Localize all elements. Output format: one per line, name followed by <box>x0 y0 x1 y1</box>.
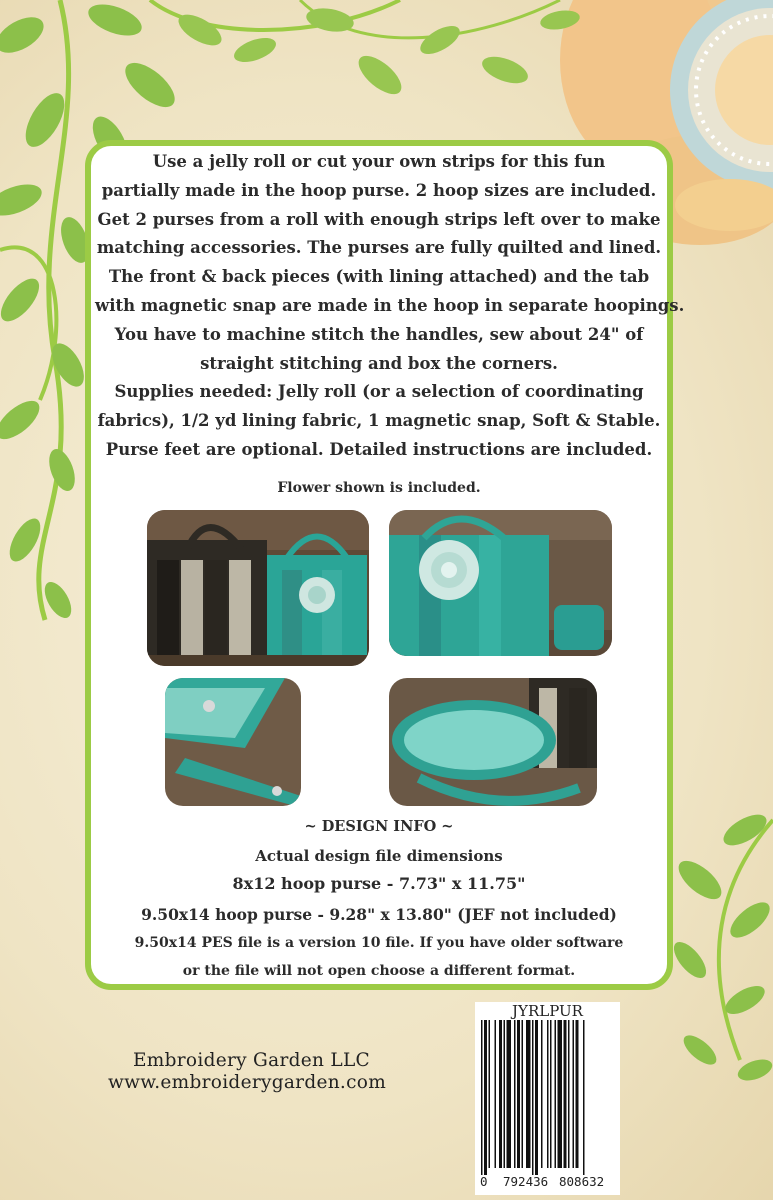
barcode-bar <box>484 1020 487 1175</box>
sku-label: JYRLPUR <box>512 1002 583 1020</box>
barcode-bar <box>504 1020 506 1168</box>
vine-bottom-right-illustration <box>668 808 773 1084</box>
design-info-subheading: Actual design file dimensions <box>255 847 503 865</box>
barcode-bar <box>550 1020 552 1168</box>
description-line: Get 2 purses from a roll with enough strips left over to make <box>97 209 661 229</box>
size-8x12: 8x12 hoop purse - 7.73" x 11.75" <box>232 874 526 893</box>
barcode-bar <box>522 1020 524 1168</box>
description-line: Use a jelly roll or cut your own strips for this fun <box>152 152 606 171</box>
barcode-bar <box>568 1020 570 1168</box>
barcode-bars <box>475 1020 620 1175</box>
description-line: with magnetic snap are made in the hoop in separate hoopings. <box>95 295 685 315</box>
barcode-bar <box>517 1020 520 1168</box>
barcode-bar <box>558 1020 563 1168</box>
barcode-bar <box>495 1020 497 1168</box>
barcode-bar <box>535 1020 538 1175</box>
barcode-bar <box>547 1020 549 1168</box>
description-line: Supplies needed: Jelly roll (or a selection of coordinating <box>114 382 644 402</box>
description-line: straight stitching and box the corners. <box>200 353 558 373</box>
description-line: The front & back pieces (with lining attached) and the tab <box>108 267 650 287</box>
photo-two-purses <box>147 510 369 666</box>
barcode-bar <box>541 1020 543 1168</box>
vine-top-illustration <box>150 0 581 101</box>
pes-version-note-line1: 9.50x14 PES file is a version 10 file. If you have older software <box>134 935 624 951</box>
photo-magnetic-snap-tab <box>165 678 301 806</box>
company-name: Embroidery Garden LLC <box>133 1050 371 1071</box>
photo-teal-purse-flower <box>389 510 612 656</box>
barcode-bar <box>573 1020 575 1168</box>
upc-digits-right: 808632 <box>559 1174 605 1189</box>
barcode-bar <box>507 1020 512 1168</box>
barcode-bar <box>499 1020 502 1168</box>
barcode-bar <box>526 1020 531 1168</box>
description-line: You have to machine stitch the handles, sew about 24" of <box>114 324 644 344</box>
barcode-bar <box>481 1020 483 1175</box>
barcode-bar <box>583 1020 585 1175</box>
barcode-bar <box>564 1020 567 1168</box>
barcode-bar <box>532 1020 534 1175</box>
description-line: Purse feet are optional. Detailed instructions are included. <box>105 439 653 459</box>
design-info-heading: ~ DESIGN INFO ~ <box>304 818 454 835</box>
description-text <box>95 148 685 465</box>
upc-digits-left: 792436 <box>503 1174 549 1189</box>
photo-purse-lining <box>389 678 597 806</box>
upc-digit-first: 0 <box>480 1174 488 1189</box>
size-950x14: 9.50x14 hoop purse - 9.28" x 13.80" (JEF not included) <box>141 905 617 924</box>
barcode-bar <box>514 1020 516 1168</box>
company-website[interactable]: www.embroiderygarden.com <box>108 1072 387 1093</box>
barcode-bar <box>576 1020 579 1168</box>
pes-version-note-line2: or the file will not open choose a different format. <box>182 963 576 979</box>
description-line: fabrics), 1/2 yd lining fabric, 1 magnetic snap, Soft & Stable. <box>97 411 661 431</box>
flower-note: Flower shown is included. <box>277 480 481 496</box>
description-line: partially made in the hoop purse. 2 hoop sizes are included. <box>101 180 657 200</box>
barcode-bar <box>555 1020 557 1168</box>
barcode <box>475 1002 620 1195</box>
barcode-bar <box>489 1020 491 1168</box>
description-line: matching accessories. The purses are fully quilted and lined. <box>96 238 662 258</box>
